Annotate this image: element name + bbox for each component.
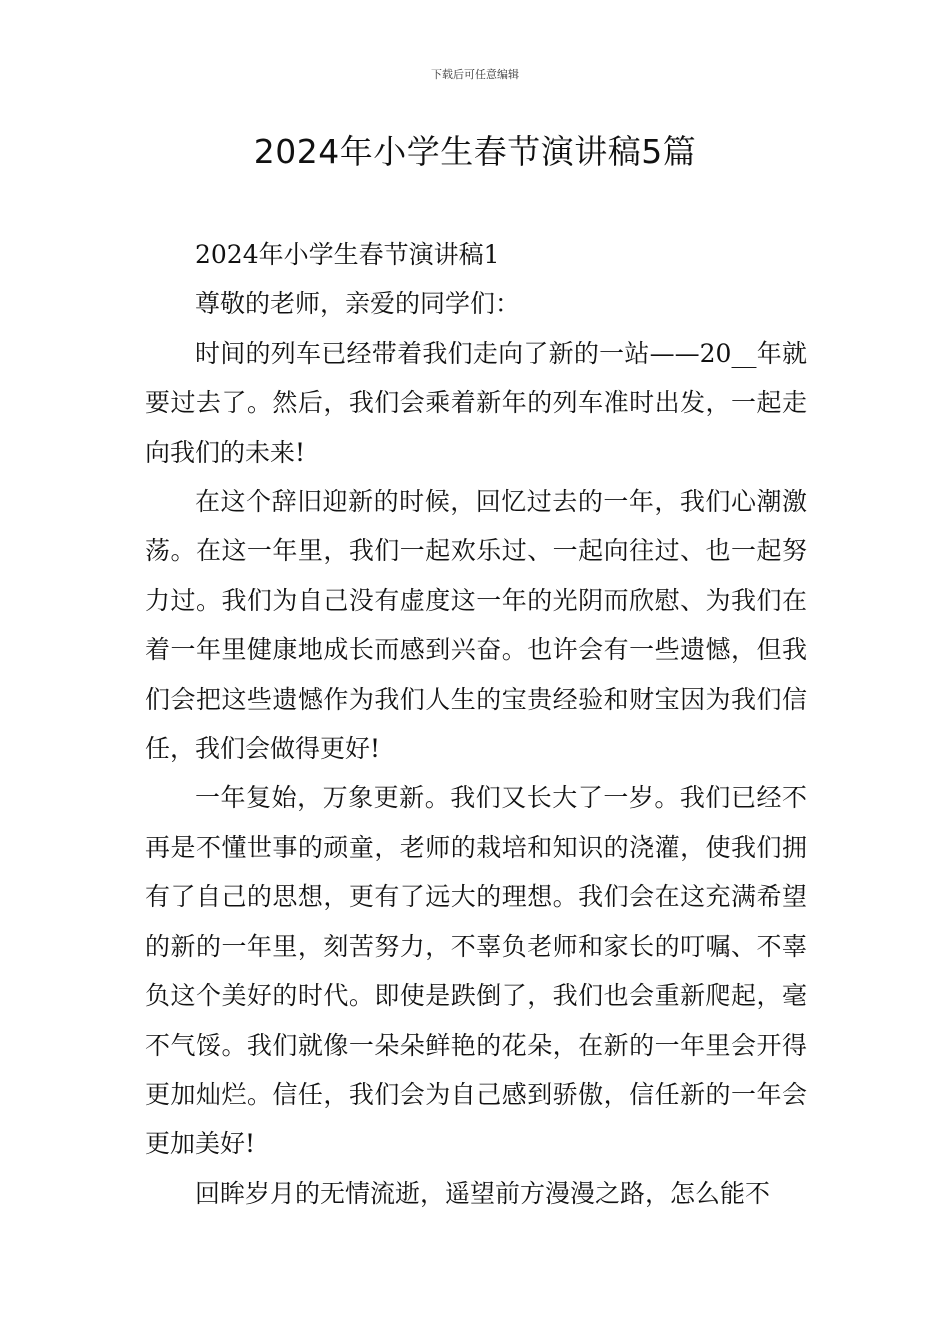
body-paragraph: 时间的列车已经带着我们走向了新的一站——20__年就要过去了。然后，我们会乘着新年的列车准时出发，一起走向我们的未来! xyxy=(145,338,807,467)
document-title: 2024年小学生春节演讲稿5篇 xyxy=(253,132,697,171)
page-header-note: 下载后可任意编辑 xyxy=(431,68,519,81)
body-paragraph: 在这个辞旧迎新的时候，回忆过去的一年，我们心潮激荡。在这一年里，我们一起欢乐过、一起向往过、也一起努力过。我们为自己没有虚度这一年的光阴而欣慰、为我们在着一年里健康地成长而感到兴奋。也许会有一些遗憾，但我们会把这些遗憾作为我们人生的宝贵经验和财宝因为我们信任，我们会做得更好! xyxy=(145,487,807,764)
speech-subtitle: 2024年小学生春节演讲稿1 xyxy=(195,240,500,269)
salutation: 尊敬的老师，亲爱的同学们： xyxy=(195,289,521,319)
body-paragraph: 回眸岁月的无情流逝，遥望前方漫漫之路，怎么能不 xyxy=(195,1178,771,1208)
body-paragraph: 一年复始，万象更新。我们又长大了一岁。我们已经不再是不懂世事的顽童，老师的栽培和知识的浇灌，使我们拥有了自己的思想，更有了远大的理想。我们会在这充满希望的新的一年里，刻苦努力，不辜负老师和家长的叮嘱、不辜负这个美好的时代。即使是跌倒了，我们也会重新爬起，毫不气馁。我们就像一朵朵鲜艳的花朵，在新的一年里会开得更加灿烂。信任，我们会为自己感到骄傲，信任新的一年会更加美好! xyxy=(145,783,807,1159)
document-body xyxy=(145,230,807,1218)
